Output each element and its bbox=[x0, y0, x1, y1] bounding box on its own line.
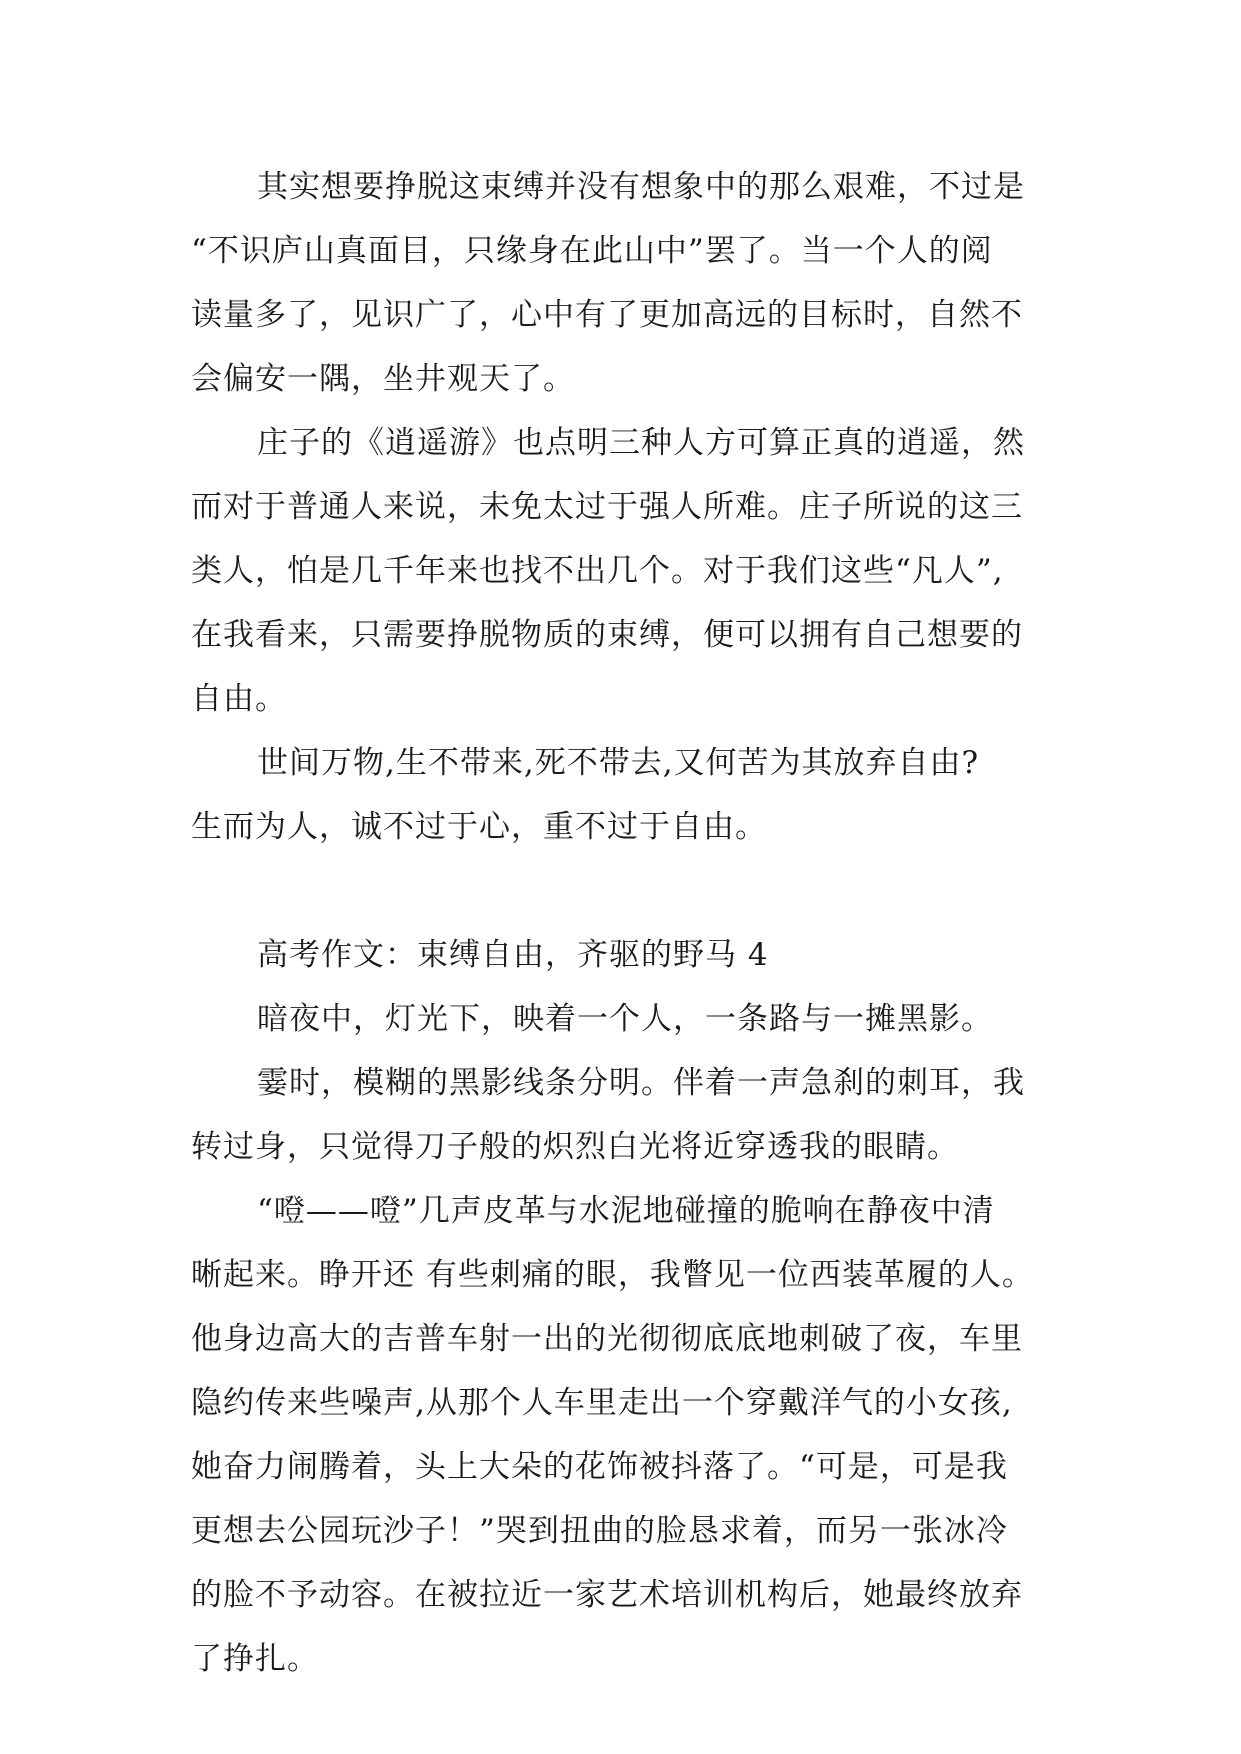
text-line: 隐约传来些噪声,从那个人车里走出一个穿戴洋气的小女孩, bbox=[191, 1385, 1013, 1421]
paragraph bbox=[191, 987, 1057, 1051]
text-line: 会偏安一隅，坐井观天了。 bbox=[191, 361, 575, 397]
text-line: 的脸不予动容。在被拉近一家艺术培训机构后，她最终放弃 bbox=[191, 1577, 1023, 1613]
paragraph bbox=[191, 155, 1057, 411]
text-line: 她奋力闹腾着，头上大朵的花饰被抖落了。“可是，可是我 bbox=[191, 1449, 1008, 1485]
text-line: 世间万物,生不带来,死不带去,又何苦为其放弃自由? bbox=[257, 745, 980, 781]
text-line: 在我看来，只需要挣脱物质的束缚，便可以拥有自己想要的 bbox=[191, 617, 1023, 653]
text-line: 而对于普通人来说，未免太过于强人所难。庄子所说的这三 bbox=[191, 489, 1023, 525]
text-line: 了挣扎。 bbox=[191, 1641, 319, 1677]
text-line: “噔——噔”几声皮革与水泥地碰撞的脆响在静夜中清 bbox=[257, 1193, 995, 1229]
document-page bbox=[191, 155, 1057, 1691]
paragraph bbox=[191, 731, 1057, 859]
text-line: 霎时，模糊的黑影线条分明。伴着一声急刹的刺耳，我 bbox=[257, 1065, 1025, 1101]
section-title: 高考作文：束缚自由，齐驱的野马 4 bbox=[257, 937, 769, 973]
text-line: 自由。 bbox=[191, 681, 287, 717]
text-line: 更想去公园玩沙子！”哭到扭曲的脸恳求着，而另一张冰冷 bbox=[191, 1513, 1008, 1549]
text-line: 他身边高大的吉普车射一出的光彻彻底底地刺破了夜，车里 bbox=[191, 1321, 1023, 1357]
text-line: 晰起来。睁开还 有些刺痛的眼，我瞥见一位西装革履的人。 bbox=[191, 1257, 1034, 1293]
text-line: 暗夜中，灯光下，映着一个人，一条路与一摊黑影。 bbox=[257, 1001, 993, 1037]
text-line: 读量多了，见识广了，心中有了更加高远的目标时，自然不 bbox=[191, 297, 1023, 333]
text-line: 类人，怕是几千年来也找不出几个。对于我们这些“凡人”, bbox=[191, 553, 1004, 589]
text-line: 庄子的《逍遥游》也点明三种人方可算正真的逍遥，然 bbox=[257, 425, 1025, 461]
text-line: 其实想要挣脱这束缚并没有想象中的那么艰难，不过是 bbox=[257, 169, 1025, 205]
text-line: “不识庐山真面目，只缘身在此山中”罢了。当一个人的阅 bbox=[191, 233, 993, 269]
paragraph bbox=[191, 1051, 1057, 1179]
text-line: 生而为人，诚不过于心，重不过于自由。 bbox=[191, 809, 767, 845]
paragraph bbox=[191, 411, 1057, 731]
paragraph bbox=[191, 1179, 1057, 1691]
text-line: 转过身，只觉得刀子般的炽烈白光将近穿透我的眼睛。 bbox=[191, 1129, 959, 1165]
section-spacer bbox=[191, 859, 1057, 923]
